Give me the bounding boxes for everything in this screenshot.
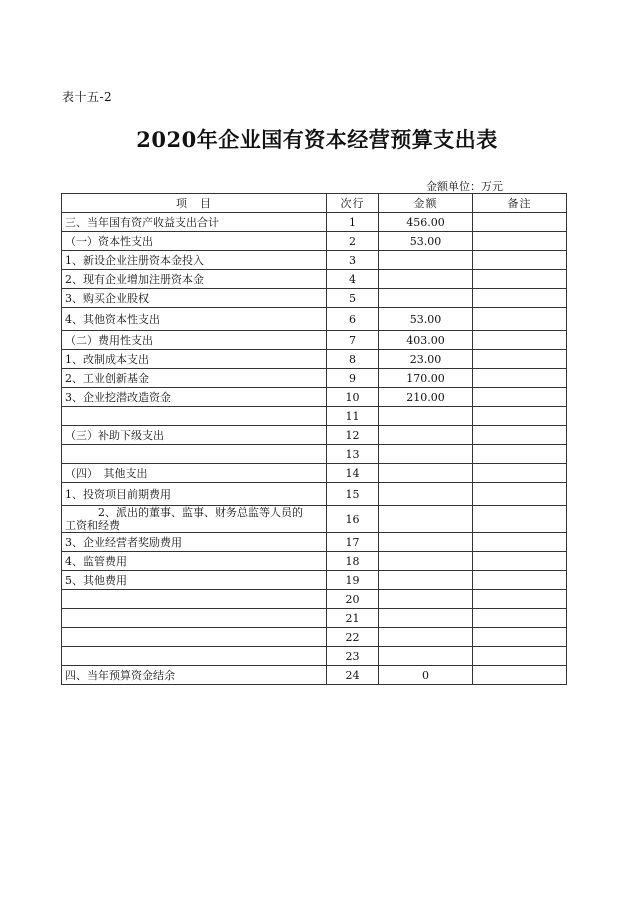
row-item-line1: 2、派出的董事、监事、财务总监等人员的 — [98, 506, 303, 519]
header-amount: 金额 — [379, 194, 473, 213]
row-amount: 0 — [379, 666, 473, 685]
row-amount — [379, 251, 473, 270]
row-note — [473, 666, 567, 685]
row-amount: 210.00 — [379, 388, 473, 407]
row-amount: 403.00 — [379, 331, 473, 350]
table-row — [62, 270, 567, 289]
row-note — [473, 426, 567, 445]
table-row — [62, 533, 567, 552]
row-line-number: 13 — [327, 445, 379, 464]
row-item: 三、当年国有资产收益支出合计 — [62, 213, 327, 232]
row-note — [473, 270, 567, 289]
row-line-number: 19 — [327, 571, 379, 590]
row-line-number: 2 — [327, 232, 379, 251]
row-line-number: 3 — [327, 251, 379, 270]
row-note — [473, 445, 567, 464]
row-amount: 170.00 — [379, 369, 473, 388]
row-amount — [379, 464, 473, 483]
row-note — [473, 647, 567, 666]
row-amount: 53.00 — [379, 308, 473, 331]
row-note — [473, 331, 567, 350]
row-note — [473, 407, 567, 426]
amount-unit-note: 金额单位：万元 — [426, 180, 503, 193]
row-amount — [379, 407, 473, 426]
row-note — [473, 464, 567, 483]
row-line-number: 22 — [327, 628, 379, 647]
row-amount — [379, 571, 473, 590]
row-item — [62, 506, 327, 533]
table-row — [62, 483, 567, 506]
table-row — [62, 426, 567, 445]
row-item — [62, 407, 327, 426]
row-line-number: 12 — [327, 426, 379, 445]
row-line-number: 23 — [327, 647, 379, 666]
budget-expenditure-table — [61, 193, 567, 685]
table-row — [62, 506, 567, 533]
row-line-number: 9 — [327, 369, 379, 388]
row-line-number: 21 — [327, 609, 379, 628]
row-note — [473, 369, 567, 388]
row-item: （二）费用性支出 — [62, 331, 327, 350]
table-row — [62, 369, 567, 388]
row-amount — [379, 506, 473, 533]
row-note — [473, 571, 567, 590]
row-item: 4、监管费用 — [62, 552, 327, 571]
table-row — [62, 331, 567, 350]
row-amount — [379, 270, 473, 289]
row-note — [473, 609, 567, 628]
table-row — [62, 251, 567, 270]
row-line-number: 10 — [327, 388, 379, 407]
table-row — [62, 552, 567, 571]
row-amount — [379, 483, 473, 506]
row-item — [62, 445, 327, 464]
row-line-number: 14 — [327, 464, 379, 483]
row-line-number: 24 — [327, 666, 379, 685]
row-item: 4、其他资本性支出 — [62, 308, 327, 331]
table-row — [62, 308, 567, 331]
row-note — [473, 628, 567, 647]
row-note — [473, 232, 567, 251]
table-code: 表十五-2 — [62, 90, 113, 104]
row-item: 四、当年预算资金结余 — [62, 666, 327, 685]
table-row — [62, 445, 567, 464]
row-line-number: 6 — [327, 308, 379, 331]
row-item: 1、新设企业注册资本金投入 — [62, 251, 327, 270]
row-item: 5、其他费用 — [62, 571, 327, 590]
row-item: 3、企业经营者奖励费用 — [62, 533, 327, 552]
row-item: （四） 其他支出 — [62, 464, 327, 483]
row-line-number: 20 — [327, 590, 379, 609]
row-note — [473, 506, 567, 533]
row-amount: 23.00 — [379, 350, 473, 369]
row-amount — [379, 426, 473, 445]
row-line-number: 15 — [327, 483, 379, 506]
row-item — [62, 628, 327, 647]
row-item — [62, 647, 327, 666]
row-item: 1、改制成本支出 — [62, 350, 327, 369]
row-amount — [379, 445, 473, 464]
row-amount — [379, 533, 473, 552]
row-line-number: 4 — [327, 270, 379, 289]
row-line-number: 5 — [327, 289, 379, 308]
table-row — [62, 388, 567, 407]
row-amount — [379, 647, 473, 666]
row-item — [62, 590, 327, 609]
row-note — [473, 388, 567, 407]
header-note: 备注 — [473, 194, 567, 213]
row-amount — [379, 609, 473, 628]
row-amount — [379, 628, 473, 647]
table-row — [62, 213, 567, 232]
row-item: （一）资本性支出 — [62, 232, 327, 251]
row-item: 1、投资项目前期费用 — [62, 483, 327, 506]
row-item: 3、购买企业股权 — [62, 289, 327, 308]
row-line-number: 17 — [327, 533, 379, 552]
table-row — [62, 232, 567, 251]
table-row — [62, 628, 567, 647]
table-row — [62, 407, 567, 426]
table-row — [62, 647, 567, 666]
row-line-number: 8 — [327, 350, 379, 369]
table-row — [62, 350, 567, 369]
row-amount: 53.00 — [379, 232, 473, 251]
row-line-number: 18 — [327, 552, 379, 571]
row-amount — [379, 590, 473, 609]
row-note — [473, 533, 567, 552]
table-header-row — [62, 194, 567, 213]
row-note — [473, 308, 567, 331]
row-note — [473, 251, 567, 270]
row-item: 2、工业创新基金 — [62, 369, 327, 388]
row-line-number: 1 — [327, 213, 379, 232]
row-line-number: 16 — [327, 506, 379, 533]
row-item: （三）补助下级支出 — [62, 426, 327, 445]
row-item-line2: 工资和经费 — [65, 519, 120, 532]
table-row — [62, 666, 567, 685]
row-item — [62, 609, 327, 628]
page-title: 2020年企业国有资本经营预算支出表 — [136, 127, 498, 152]
row-note — [473, 213, 567, 232]
row-line-number: 11 — [327, 407, 379, 426]
row-item: 3、企业挖潜改造资金 — [62, 388, 327, 407]
row-note — [473, 483, 567, 506]
header-item: 项 目 — [62, 194, 327, 213]
row-amount: 456.00 — [379, 213, 473, 232]
row-line-number: 7 — [327, 331, 379, 350]
row-note — [473, 590, 567, 609]
row-note — [473, 350, 567, 369]
row-amount — [379, 552, 473, 571]
table-row — [62, 571, 567, 590]
table-row — [62, 289, 567, 308]
header-line-number: 次行 — [327, 194, 379, 213]
table-row — [62, 464, 567, 483]
row-item: 2、现有企业增加注册资本金 — [62, 270, 327, 289]
table-row — [62, 609, 567, 628]
row-note — [473, 552, 567, 571]
row-amount — [379, 289, 473, 308]
row-note — [473, 289, 567, 308]
table-row — [62, 590, 567, 609]
